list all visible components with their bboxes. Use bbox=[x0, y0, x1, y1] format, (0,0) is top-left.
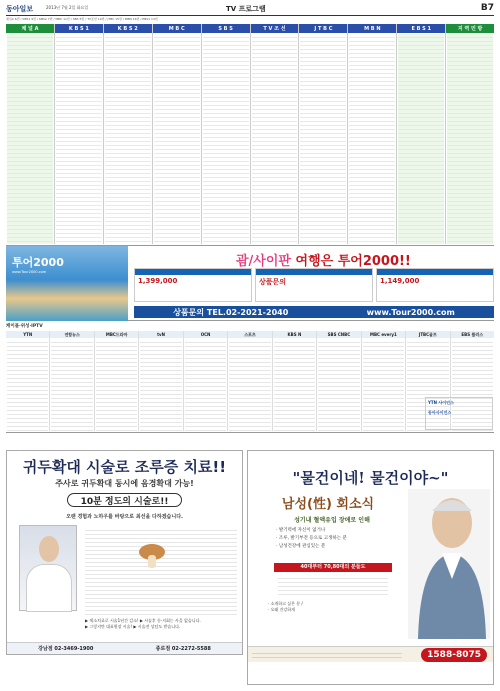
cable-channel-header: SBS CNBC bbox=[317, 331, 360, 338]
health-subtitle: 성기내 혈액유입 장애로 인해 bbox=[294, 517, 370, 524]
doctor-coat bbox=[26, 564, 72, 612]
schedule-listings bbox=[203, 34, 249, 244]
cable-listings bbox=[140, 339, 181, 431]
channel-column bbox=[6, 24, 55, 244]
newspaper-brand: 동아일보 bbox=[6, 4, 34, 13]
clinic-subheadline: 주사로 귀두확대 동시에 음경확대 가능! bbox=[55, 479, 194, 488]
channel-header: J T B C bbox=[299, 24, 347, 33]
health-footer-line: · 소개하고 싶은 분 / bbox=[268, 601, 303, 606]
logo-text: 투어2000 bbox=[12, 256, 64, 269]
health-age-banner: 40대부터 70,80대의 분들도 bbox=[274, 563, 392, 572]
sponsor-logos bbox=[425, 397, 493, 430]
channel-header: E B S 1 bbox=[397, 24, 445, 33]
issue-date: 2013년 7월 2일 화요일 bbox=[46, 5, 89, 10]
headline-rest: 여행은 투어2000!! bbox=[290, 254, 411, 269]
tv-schedule-grid bbox=[6, 24, 494, 244]
channel-header: M B C bbox=[153, 24, 201, 33]
cable-column bbox=[317, 331, 361, 431]
package-price: 상품문의 bbox=[259, 278, 287, 286]
elderly-man-photo bbox=[408, 489, 490, 639]
check-item: ▶ 색소치료로 시술1년간 감소! ▶ 시술후 등·지회는 사을 없습니다. bbox=[85, 618, 201, 623]
cable-channel-header: KBS N bbox=[273, 331, 316, 338]
cable-column bbox=[362, 331, 406, 431]
cable-listings bbox=[318, 339, 359, 431]
cable-channel-header: JTBC골프 bbox=[406, 331, 449, 338]
cable-listings bbox=[363, 339, 404, 431]
divider-strip bbox=[6, 432, 494, 446]
section-title: TV 프로그램 bbox=[226, 5, 266, 13]
cable-listings bbox=[185, 339, 226, 431]
clinic-checklist bbox=[85, 618, 201, 630]
sponsor-row bbox=[426, 408, 492, 418]
cable-column bbox=[228, 331, 272, 431]
masthead bbox=[6, 2, 494, 16]
schedule-listings bbox=[398, 34, 444, 244]
health-list-item: · 남성건강에 관심있는 분 bbox=[276, 544, 326, 549]
channel-column bbox=[397, 24, 446, 244]
schedule-listings bbox=[154, 34, 200, 244]
cable-section-title: 케이블·위성·IPTV bbox=[6, 324, 43, 329]
health-quote: "물건이네! 물건이야~" bbox=[292, 469, 449, 487]
schedule-listings bbox=[300, 34, 346, 244]
cable-column bbox=[6, 331, 50, 431]
clinic-contact-bar bbox=[7, 642, 242, 654]
cable-channel-header: OCN bbox=[184, 331, 227, 338]
clinic-headline: 귀두확대 시술로 조루증 치료!! bbox=[22, 458, 227, 476]
channel-header: T V 조 선 bbox=[251, 24, 299, 33]
health-phone-text bbox=[252, 650, 402, 660]
clinic-advertisement bbox=[6, 450, 243, 655]
dongascience-logo: 동아사이언스 bbox=[428, 410, 452, 415]
cable-section-header bbox=[6, 323, 494, 330]
travel-url: www.Tour2000.com bbox=[366, 307, 455, 317]
package-price: 1,399,000 bbox=[138, 277, 178, 285]
health-list-item: · 발기력에 자신이 없거나 bbox=[276, 528, 326, 533]
schedule-listings bbox=[7, 34, 53, 244]
cable-column bbox=[95, 331, 139, 431]
ytn-science-logo: YTN 사이언스 bbox=[428, 400, 454, 405]
schedule-listings bbox=[349, 34, 395, 244]
resort-photo bbox=[6, 246, 128, 321]
health-phone-number: 1588-8075 bbox=[421, 648, 487, 662]
channel-column bbox=[446, 24, 494, 244]
health-advertisement bbox=[247, 450, 494, 685]
cable-schedule-grid bbox=[6, 331, 494, 431]
logo-subtext: www.Tour2000.com bbox=[12, 270, 47, 274]
package-box bbox=[255, 268, 373, 302]
mushroom-icon bbox=[137, 543, 167, 569]
cable-listings bbox=[51, 339, 92, 431]
channel-header: M B N bbox=[348, 24, 396, 33]
channel-column bbox=[55, 24, 104, 244]
clinic-tagline: 오랜 경험과 노하우를 바탕으로 최선을 다하겠습니다. bbox=[66, 514, 183, 520]
channel-column bbox=[202, 24, 251, 244]
schedule-listings bbox=[56, 34, 102, 244]
cable-channel-header: 연합뉴스 bbox=[50, 331, 93, 338]
cable-channel-header: YTN bbox=[6, 331, 49, 338]
package-box bbox=[376, 268, 494, 302]
package-box bbox=[134, 268, 252, 302]
health-phone-bar bbox=[248, 646, 493, 662]
channel-column bbox=[348, 24, 397, 244]
doctor-face bbox=[39, 536, 59, 562]
health-footer-line: · 오래 건강하게 bbox=[268, 607, 295, 612]
health-body-text bbox=[278, 575, 388, 597]
cable-listings bbox=[96, 339, 137, 431]
health-title: 남성(性) 회소식 bbox=[281, 497, 375, 512]
check-item: ▶ 그렇지만 대표원장 시술! ▶ 시술전 상담도 받습니다. bbox=[85, 624, 181, 629]
health-list-item: · 조루, 발기부전 등으로 고생하는 분 bbox=[276, 536, 347, 541]
cable-column bbox=[273, 331, 317, 431]
cable-listings bbox=[274, 339, 315, 431]
page-number: B7 bbox=[480, 3, 494, 13]
schedule-listings bbox=[252, 34, 298, 244]
health-footer bbox=[268, 601, 303, 613]
ad-headline bbox=[236, 250, 411, 269]
travel-advertisement bbox=[6, 245, 494, 321]
clinic-branch-jongno: 종로점 02-2272-5588 bbox=[155, 646, 211, 652]
sponsor-row bbox=[426, 398, 492, 408]
channel-column bbox=[153, 24, 202, 244]
channel-header: K B S 2 bbox=[104, 24, 152, 33]
cable-listings bbox=[229, 339, 270, 431]
cable-channel-header: MBC드라마 bbox=[95, 331, 138, 338]
cable-column bbox=[50, 331, 94, 431]
travel-phone: 상품문의 TEL.02-2021-2040 bbox=[173, 307, 289, 317]
cable-column bbox=[139, 331, 183, 431]
channel-header: K B S 1 bbox=[55, 24, 103, 33]
channel-number-bar: 채널A 6번 / KBS1 9번 / KBS2 7번 / MBC 11번 / SBS 5번 / TV조선 19번 / JTBC 15번 / MBN 16번 / EBS1 13번 bbox=[6, 17, 158, 21]
cable-column bbox=[184, 331, 228, 431]
cable-channel-header: tvN bbox=[139, 331, 182, 338]
package-price: 1,149,000 bbox=[380, 277, 420, 285]
channel-column bbox=[104, 24, 153, 244]
schedule-listings bbox=[105, 34, 151, 244]
clinic-duration-badge: 10분 정도의 시술로!! bbox=[67, 493, 182, 507]
travel-phone-bar bbox=[134, 306, 494, 318]
channel-header: 채 널 A bbox=[6, 24, 54, 33]
clinic-body-text bbox=[85, 527, 237, 615]
cable-channel-header: 스포츠 bbox=[228, 331, 271, 338]
doctor-photo bbox=[19, 525, 77, 611]
channel-header: S B S bbox=[202, 24, 250, 33]
channel-header: 지 역 민 방 bbox=[446, 24, 494, 33]
headline-destination: 괌/사이판 bbox=[236, 254, 291, 269]
channel-column bbox=[251, 24, 300, 244]
cable-channel-header: EBS 플러스 bbox=[451, 331, 494, 338]
clinic-branch-gangnam: 강남점 02-3469-1900 bbox=[38, 646, 94, 652]
cable-listings bbox=[7, 339, 48, 431]
cable-channel-header: MBC every1 bbox=[362, 331, 405, 338]
health-list bbox=[276, 527, 347, 551]
channel-column bbox=[299, 24, 348, 244]
schedule-listings bbox=[447, 34, 493, 244]
tour2000-logo bbox=[12, 254, 64, 274]
